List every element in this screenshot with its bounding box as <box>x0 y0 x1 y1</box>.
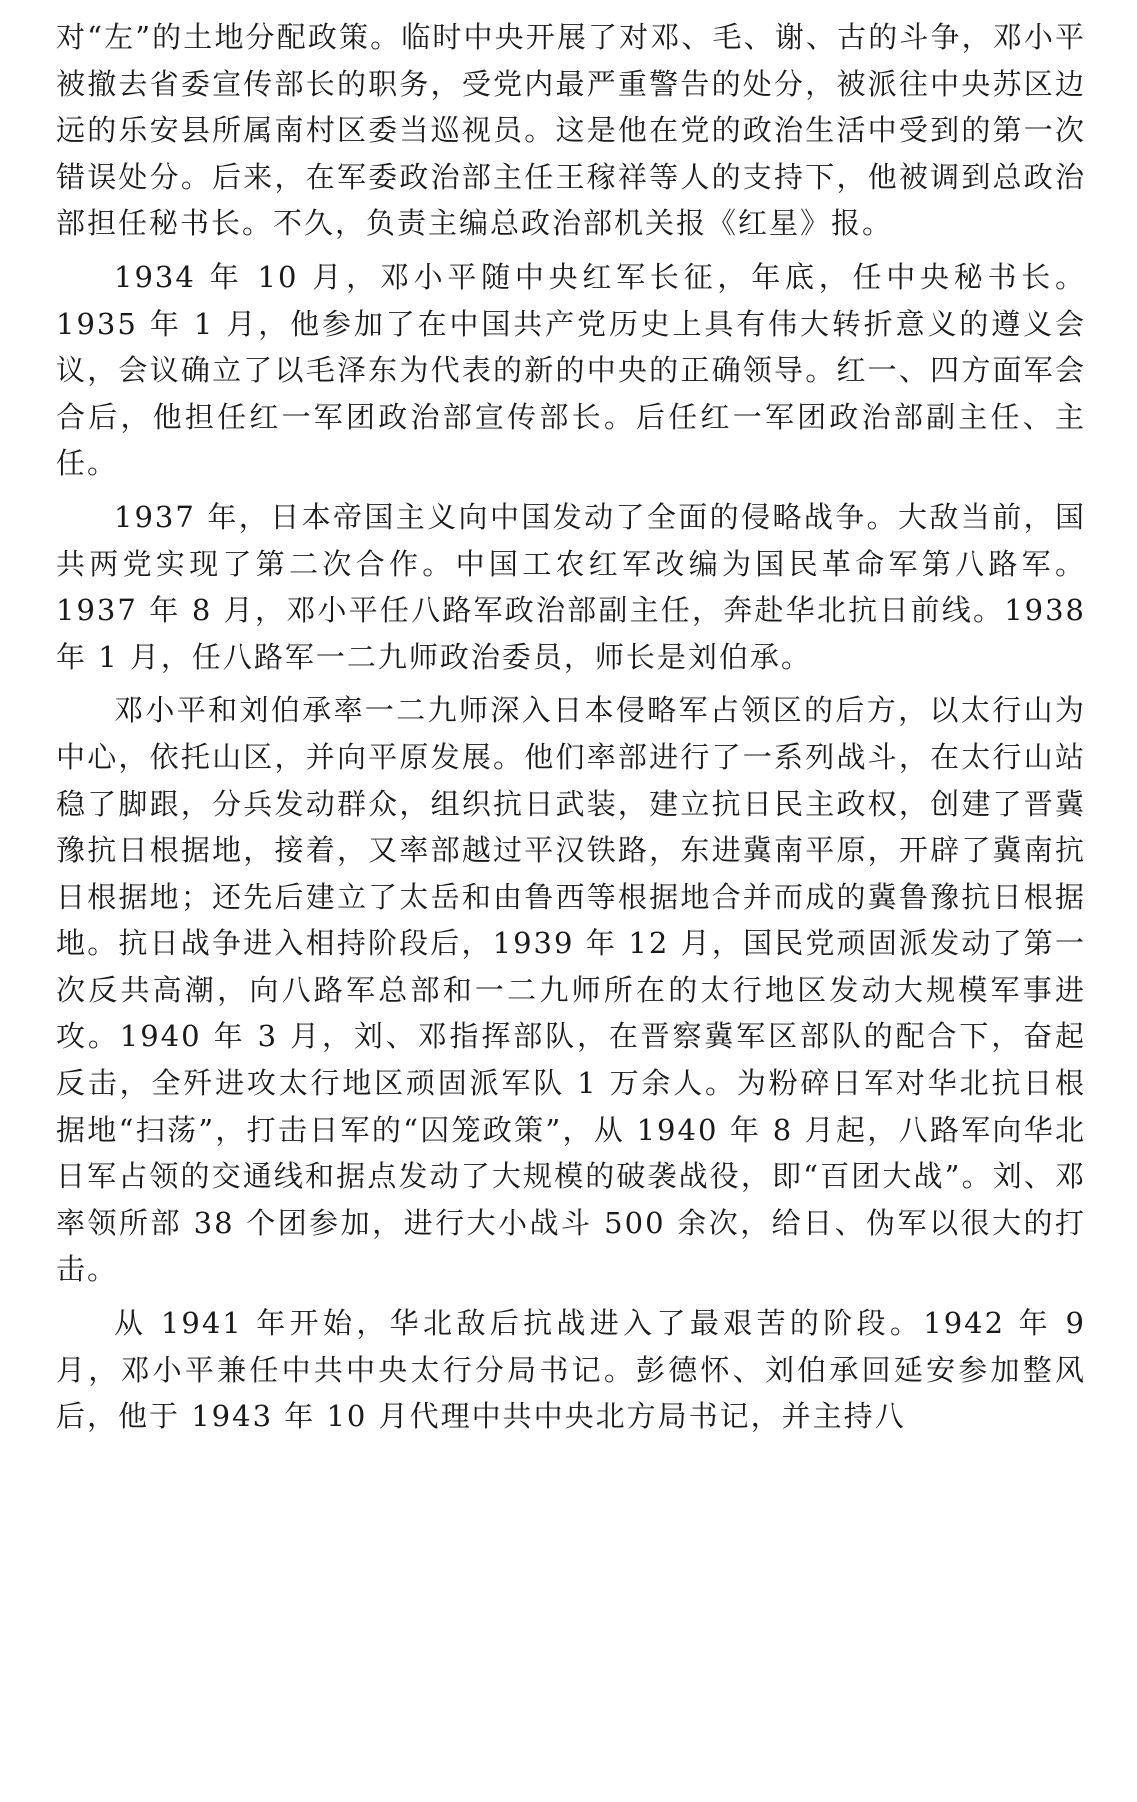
paragraph-3: 1937 年，日本帝国主义向中国发动了全面的侵略战争。大敌当前，国共两党实现了第二次合作。中国工农红军改编为国民革命军第八路军。1937 年 8 月，邓小平任八路军政治部副主任，奔赴华北抗日前线。1938 年 1 月，任八路军一二九师政治委员，师长是刘伯承。 <box>56 499 1086 674</box>
paragraph-5: 从 1941 年开始，华北敌后抗战进入了最艰苦的阶段。1942 年 9 月，邓小平兼任中共中央太行分局书记。彭德怀、刘伯承回延安参加整风后，他于 1943 年 10 月代理中共中央北方局书记，并主持八 <box>56 1306 1086 1434</box>
paragraph-2: 1934 年 10 月，邓小平随中央红军长征，年底，任中央秘书长。1935 年 1 月，他参加了在中国共产党历史上具有伟大转折意义的遵义会议，会议确立了以毛泽东为代表的新的中央的正确领导。红一、四方面军会合后，他担任红一军团政治部宣传部长。后任红一军团政治部副主任、主任。 <box>56 259 1086 481</box>
paragraph-1: 对“左”的土地分配政策。临时中央开展了对邓、毛、谢、古的斗争，邓小平被撤去省委宣传部长的职务，受党内最严重警告的处分，被派往中央苏区边远的乐安县所属南村区委当巡视员。这是他在党的政治生活中受到的第一次错误处分。后来，在军委政治部主任王稼祥等人的支持下，他被调到总政治部担任秘书长。不久，负责主编总政治部机关报《红星》报。 <box>56 20 1086 241</box>
document-page <box>56 14 1086 1440</box>
paragraph-4: 邓小平和刘伯承率一二九师深入日本侵略军占领区的后方，以太行山为中心，依托山区，并向平原发展。他们率部进行了一系列战斗，在太行山站稳了脚跟，分兵发动群众，组织抗日武装，建立抗日民主政权，创建了晋冀豫抗日根据地，接着，又率部越过平汉铁路，东进冀南平原，开辟了冀南抗日根据地；还先后建立了太岳和由鲁西等根据地合并而成的冀鲁豫抗日根据地。抗日战争进入相持阶段后，1939 年 12 月，国民党顽固派发动了第一次反共高潮，向八路军总部和一二九师所在的太行地区发动大规模军事进攻。1940 年 3 月，刘、邓指挥部队，在晋察冀军区部队的配合下，奋起反击，全歼进攻太行地区顽固派军队 1 万余人。为粉碎日军对华北抗日根据地“扫荡”，打击日军的“囚笼政策”，从 1940 年 8 月起，八路军向华北日军占领的交通线和据点发动了大规模的破袭战役，即“百团大战”。刘、邓率领所部 38 个团参加，进行大小战斗 500 余次，给日、伪军以很大的打击。 <box>56 693 1086 1287</box>
